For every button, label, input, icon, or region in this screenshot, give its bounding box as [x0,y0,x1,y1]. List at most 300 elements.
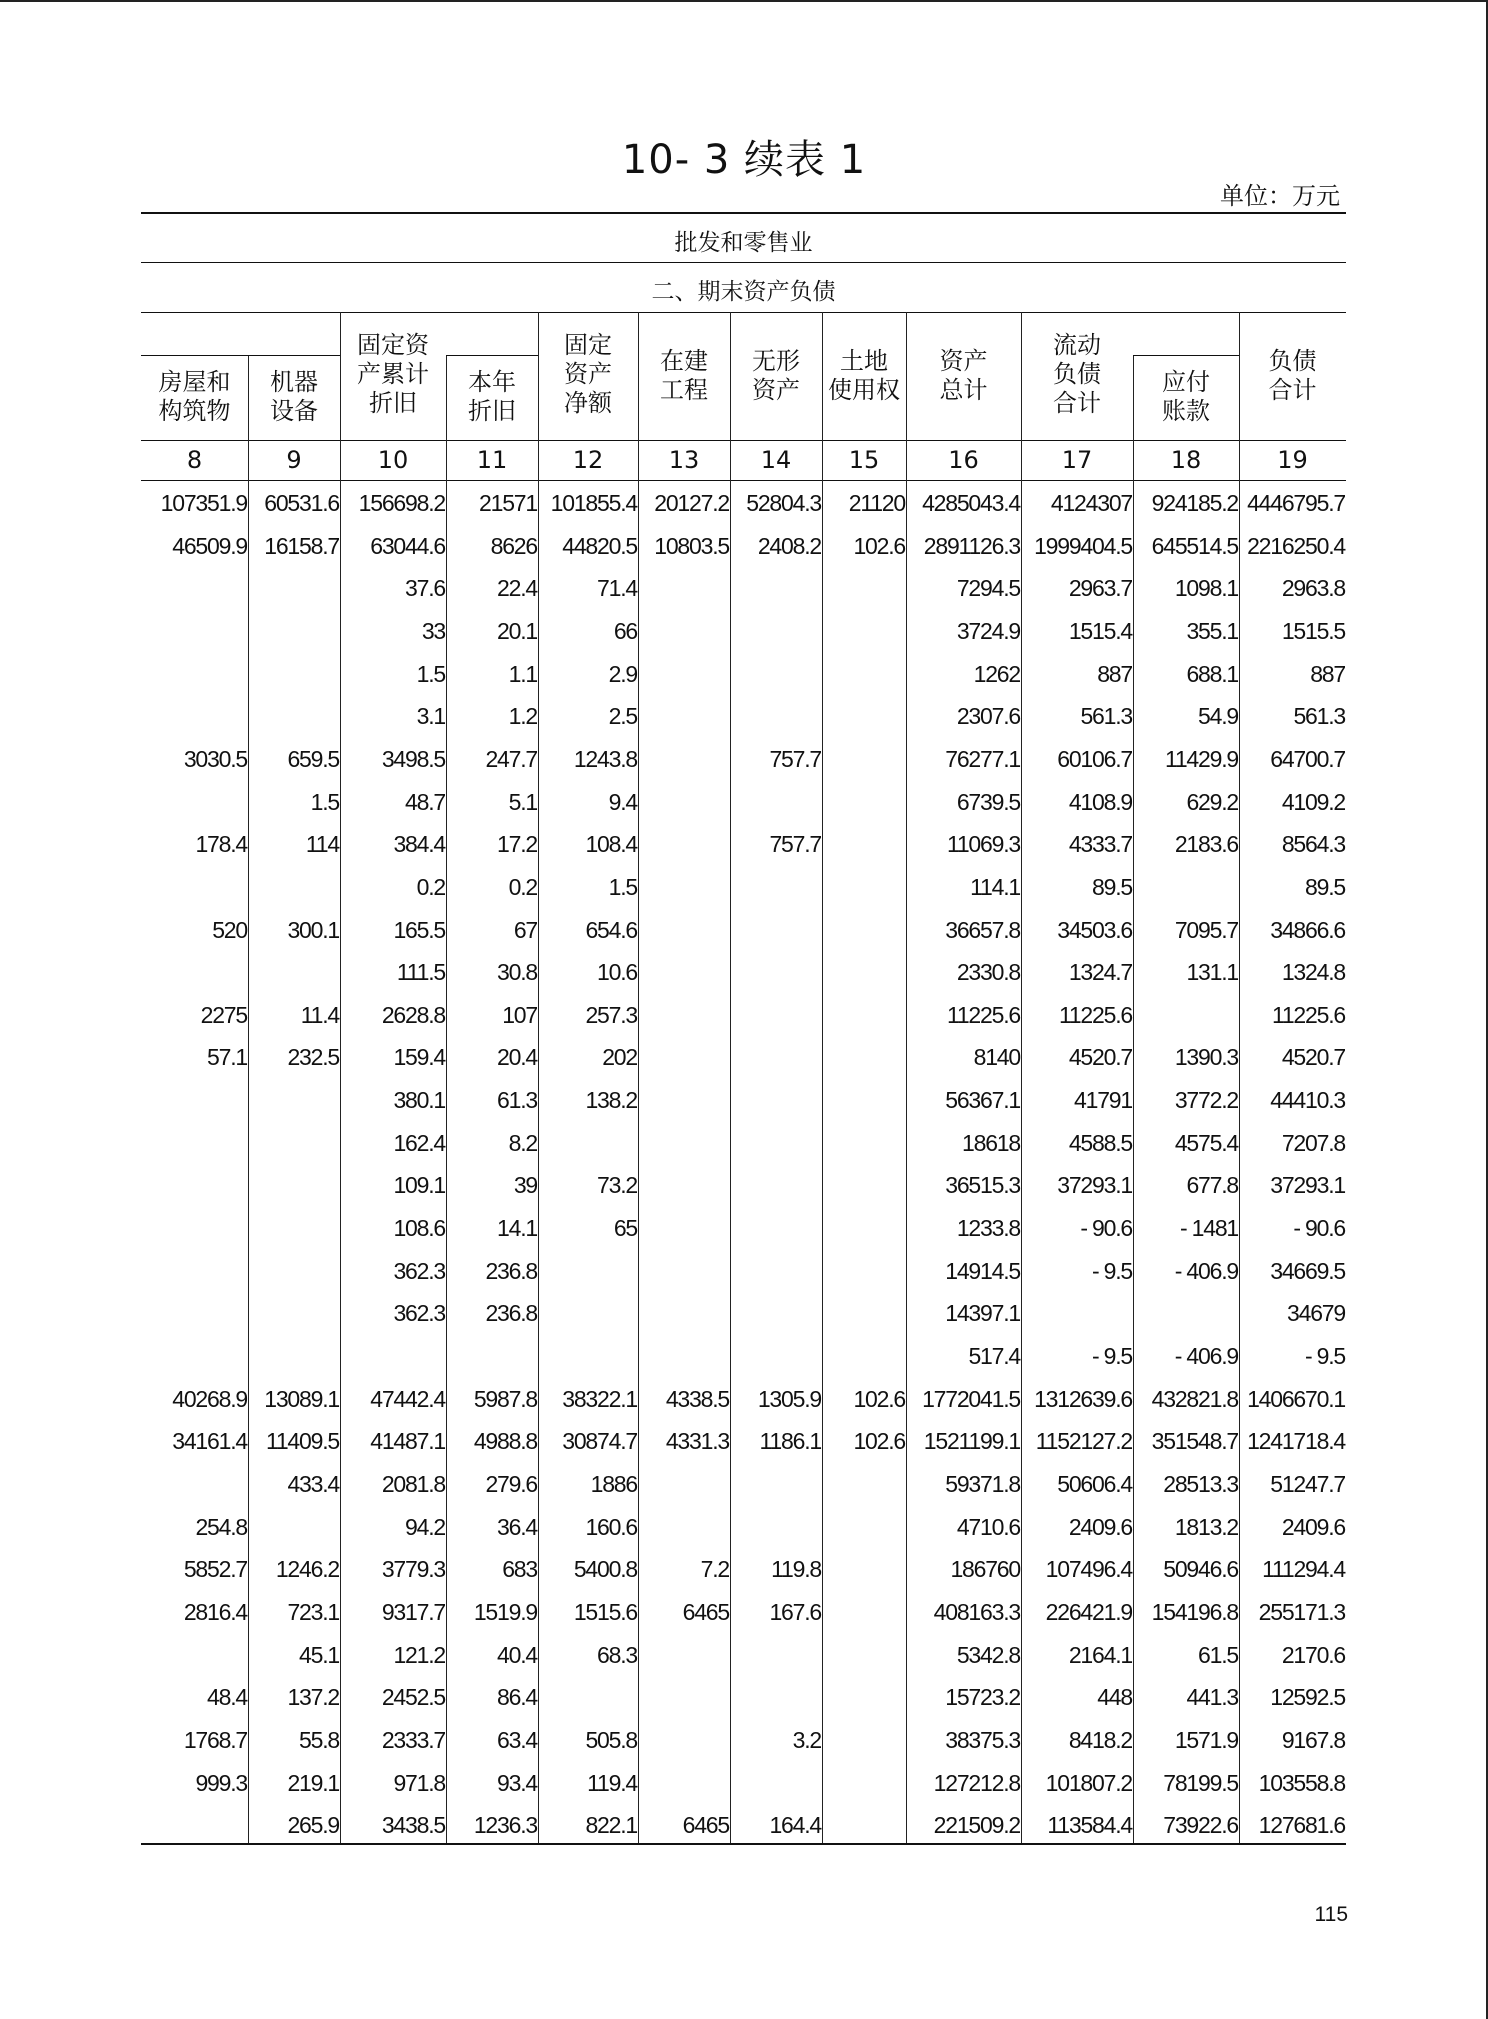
table-cell: 73.2 [597,1172,637,1198]
table-cell: - 90.6 [1293,1215,1345,1241]
table-cell: 236.8 [485,1300,537,1326]
colnum-rule [141,480,1346,481]
table-cell: 52804.3 [746,490,821,516]
table-cell: - 90.6 [1080,1215,1132,1241]
table-cell: 2.9 [608,661,637,687]
table-cell: 60106.7 [1057,746,1132,772]
table-cell: 57.1 [207,1044,247,1070]
table-cell: 2164.1 [1068,1642,1132,1668]
table-cell: 232.5 [287,1044,339,1070]
table-cell: 520 [212,917,247,943]
top-rule [141,212,1346,214]
table-cell: 17.2 [497,831,537,857]
table-cell: 1571.9 [1174,1727,1238,1753]
table-cell: 165.5 [393,917,445,943]
table-cell: 219.1 [287,1770,339,1796]
table-cell: - 406.9 [1174,1258,1238,1284]
page-title: 10- 3 续表 1 [621,137,867,183]
header-fa-net-line1: 固定 [564,331,612,359]
column-number-8: 8 [186,446,203,474]
table-cell: 887 [1310,661,1345,687]
table-cell: 119.8 [771,1556,821,1582]
table-cell: 3779.3 [381,1556,445,1582]
header-accum-depr-line1: 固定资 [357,331,429,359]
table-cell: 9.4 [608,789,637,815]
column-number-17: 17 [1061,446,1093,474]
table-cell: 138.2 [585,1087,637,1113]
column-number-12: 12 [572,446,604,474]
table-cell: 924185.2 [1151,490,1238,516]
column-number-16: 16 [948,446,979,474]
table-cell: 50946.6 [1163,1556,1238,1582]
table-cell: - 9.5 [1091,1258,1132,1284]
table-cell: 279.6 [485,1471,537,1497]
table-cell: 255171.3 [1258,1599,1345,1625]
sector-banner: 批发和零售业 [674,230,813,256]
table-cell: 68.3 [597,1642,637,1668]
table-cell: 1324.7 [1068,959,1132,985]
table-cell: 10.6 [597,959,637,985]
table-cell: 433.4 [287,1471,339,1497]
table-cell: 186760 [950,1556,1020,1582]
header-rule [141,440,1346,441]
table-cell: 137.2 [287,1684,339,1710]
table-cell: 41487.1 [370,1428,445,1454]
table-cell: 659.5 [287,746,339,772]
table-cell: 30874.7 [562,1428,637,1454]
table-cell: 4520.7 [1281,1044,1345,1070]
table-cell: 20127.2 [654,490,729,516]
table-cell: 971.8 [393,1770,445,1796]
table-cell: 887 [1097,661,1132,687]
table-cell: 14914.5 [945,1258,1020,1284]
table-cell: 11429.9 [1164,746,1238,772]
table-cell: 156698.2 [358,490,445,516]
table-cell: 3030.5 [183,746,247,772]
table-cell: 7207.8 [1281,1130,1345,1156]
table-cell: 6465 [682,1812,729,1838]
table-cell: 65 [613,1215,637,1241]
table-cell: 757.7 [769,746,821,772]
table-cell: 108.6 [393,1215,445,1241]
table-cell: 384.4 [393,831,445,857]
table-cell: 162.4 [393,1130,445,1156]
column-number-15: 15 [848,446,880,474]
table-cell: 0.2 [416,874,445,900]
table-cell: 3724.9 [956,618,1020,644]
table-cell: 2963.7 [1068,575,1132,601]
table-cell: 14397.1 [945,1300,1020,1326]
table-cell: 2081.8 [381,1471,445,1497]
table-cell: 3.2 [792,1727,821,1753]
table-cell: 46509.9 [172,533,247,559]
sector-rule [141,262,1346,263]
column-number-18: 18 [1170,446,1202,474]
table-cell: 18618 [962,1130,1020,1156]
table-cell: 2452.5 [381,1684,445,1710]
table-cell: 51247.7 [1270,1471,1345,1497]
header-current-year-depreciation [446,368,538,426]
table-cell: 36515.3 [945,1172,1020,1198]
table-cell: 561.3 [1293,703,1345,729]
table-cell: 202 [602,1044,637,1070]
table-cell: 822.1 [585,1812,637,1838]
table-cell: 3772.2 [1174,1087,1238,1113]
header-land-line1: 土地 [840,347,888,375]
table-cell: 167.6 [769,1599,821,1625]
table-cell: 1390.3 [1174,1044,1238,1070]
table-cell: 7.2 [700,1556,729,1582]
table-cell: 4338.5 [665,1386,729,1412]
table-cell: 2409.6 [1281,1514,1345,1540]
table-cell: 1515.5 [1281,618,1345,644]
table-cell: 63044.6 [370,533,445,559]
table-cell: 36657.8 [945,917,1020,943]
header-accumulated-depreciation [340,331,446,418]
table-cell: 2275 [200,1002,247,1028]
table-cell: 28513.3 [1163,1471,1238,1497]
header-year-depr-line2: 折旧 [468,397,516,425]
table-cell: 4710.6 [956,1514,1020,1540]
header-total-assets-line2: 总计 [939,376,988,404]
table-cell: 300.1 [287,917,339,943]
table-cell: 20.1 [497,618,537,644]
table-cell: 7095.7 [1174,917,1238,943]
table-cell: 1236.3 [473,1812,537,1838]
table-cell: 111294.4 [1262,1556,1345,1582]
table-cell: 34161.4 [172,1428,247,1454]
table-cell: 73922.6 [1163,1812,1238,1838]
table-cell: 45.1 [299,1642,339,1668]
table-cell: 1886 [590,1471,637,1497]
table-cell: 5342.8 [956,1642,1020,1668]
table-cell: 505.8 [585,1727,637,1753]
table-cell: 1.1 [508,661,537,687]
table-cell: 37293.1 [1270,1172,1345,1198]
table-cell: 0.2 [508,874,537,900]
table-cell: 44820.5 [562,533,637,559]
table-cell: 48.7 [405,789,445,815]
table-cell: 8140 [973,1044,1020,1070]
table-cell: 13089.1 [264,1386,339,1412]
table-cell: 757.7 [769,831,821,857]
column-number-11: 11 [476,446,508,474]
table-cell: 4333.7 [1068,831,1132,857]
table-cell: 254.8 [195,1514,247,1540]
table-cell: 127212.8 [933,1770,1020,1796]
table-cell: 61.3 [497,1087,537,1113]
table-cell: 10803.5 [654,533,729,559]
bottom-rule [141,1843,1346,1845]
table-cell: 355.1 [1186,618,1238,644]
table-cell: 154196.8 [1151,1599,1238,1625]
table-cell: 101807.2 [1045,1770,1132,1796]
table-cell: 1.5 [608,874,637,900]
table-cell: 111.5 [396,959,445,985]
table-cell: 5987.8 [473,1386,537,1412]
header-year-depr-line1: 本年 [468,368,516,396]
header-current-liab-line3: 合计 [1053,389,1101,417]
table-cell: 38375.3 [945,1727,1020,1753]
table-cell: 40.4 [497,1642,537,1668]
table-cell: - 9.5 [1091,1343,1132,1369]
table-cell: 1098.1 [1174,575,1238,601]
header-payable-line1: 应付 [1162,368,1210,396]
table-cell: 94.2 [405,1514,445,1540]
table-cell: 4520.7 [1068,1044,1132,1070]
table-cell: 1241718.4 [1247,1428,1345,1454]
header-fa-net-line2: 资产 [564,360,612,388]
header-accounts-payable [1133,368,1239,426]
table-cell: 11069.3 [946,831,1020,857]
table-cell: 2183.6 [1174,831,1238,857]
table-cell: 408163.3 [933,1599,1020,1625]
table-cell: 34679 [1287,1300,1345,1326]
table-cell: 448 [1097,1684,1132,1710]
header-machinery-line2: 设备 [270,397,318,425]
table-cell: 63.4 [497,1727,537,1753]
table-cell: 1.5 [416,661,445,687]
table-cell: 30.8 [497,959,537,985]
table-cell: 4588.5 [1068,1130,1132,1156]
table-cell: 1768.7 [183,1727,247,1753]
header-total-assets [906,347,1021,405]
header-buildings-line1: 房屋和 [158,368,231,396]
table-cell: 688.1 [1186,661,1238,687]
table-cell: 3498.5 [381,746,445,772]
table-cell: 1305.9 [757,1386,821,1412]
table-cell: 37.6 [405,575,445,601]
table-cell: 160.6 [585,1514,637,1540]
table-cell: 7294.5 [956,575,1020,601]
header-accum-depr-line3: 折旧 [369,389,417,417]
table-cell: 2408.2 [757,533,821,559]
table-cell: 101855.4 [550,490,637,516]
table-cell: 60531.6 [264,490,339,516]
table-cell: 2330.8 [956,959,1020,985]
table-cell: 1813.2 [1174,1514,1238,1540]
table-cell: - 9.5 [1304,1343,1345,1369]
table-cell: 5852.7 [183,1556,247,1582]
table-cell: 93.4 [497,1770,537,1796]
table-cell: 67 [513,917,537,943]
table-cell: 6465 [682,1599,729,1625]
header-current-liab-line2: 负债 [1053,360,1101,388]
header-total-liab-line1: 负债 [1268,347,1317,375]
table-cell: 1521199.1 [923,1428,1020,1454]
table-cell: 2216250.4 [1247,533,1345,559]
table-cell: 11225.6 [1271,1002,1345,1028]
header-current-liabilities [1021,331,1133,418]
table-cell: 2963.8 [1281,575,1345,601]
table-cell: 4575.4 [1174,1130,1238,1156]
table-cell: 127681.6 [1258,1812,1345,1838]
header-fa-net-line3: 净额 [564,389,612,417]
table-cell: 351548.7 [1151,1428,1238,1454]
table-cell: 21120 [848,490,905,516]
table-cell: 5.1 [508,789,537,815]
table-cell: 102.6 [853,533,905,559]
table-cell: 8.2 [508,1130,537,1156]
table-cell: 48.4 [207,1684,247,1710]
table-cell: 2628.8 [381,1002,445,1028]
table-cell: 37293.1 [1057,1172,1132,1198]
table-cell: 257.3 [585,1002,637,1028]
table-cell: 113584.4 [1047,1812,1132,1838]
table-cell: 2816.4 [183,1599,247,1625]
table-cell: 119.4 [587,1770,637,1796]
table-cell: 247.7 [485,746,537,772]
header-fixed-assets-net [538,331,638,418]
table-cell: 1324.8 [1281,959,1345,985]
table-cell: 1243.8 [573,746,637,772]
column-number-10: 10 [377,446,409,474]
table-cell: 159.4 [393,1044,445,1070]
table-cell: 107351.9 [160,490,247,516]
table-cell: 47442.4 [370,1386,445,1412]
table-cell: 236.8 [485,1258,537,1284]
table-cell: 8418.2 [1068,1727,1132,1753]
table-cell: 1186.1 [759,1428,821,1454]
table-cell: 164.4 [769,1812,821,1838]
table-cell: 50606.4 [1057,1471,1132,1497]
header-buildings-line2: 构筑物 [158,397,231,425]
header-land-use-rights [822,347,906,405]
column-number-9: 9 [286,446,302,474]
table-cell: 3438.5 [381,1812,445,1838]
table-cell: 517.4 [968,1343,1020,1369]
table-cell: 441.3 [1186,1684,1238,1710]
header-intangible-assets [730,347,822,405]
table-cell: 107496.4 [1045,1556,1132,1582]
table-cell: 9167.8 [1281,1727,1345,1753]
header-intangible-line1: 无形 [752,347,800,375]
table-cell: 629.2 [1186,789,1238,815]
table-cell: 36.4 [497,1514,537,1540]
header-payable-line2: 账款 [1162,397,1210,425]
table-cell: 78199.5 [1163,1770,1238,1796]
table-cell: 8564.3 [1281,831,1345,857]
subheader-rule-depr [446,355,538,356]
table-cell: 55.8 [299,1727,339,1753]
table-cell: 4108.9 [1068,789,1132,815]
table-cell: 1246.2 [275,1556,339,1582]
header-buildings [141,368,248,426]
header-total-assets-line1: 资产 [939,347,988,375]
column-number-19: 19 [1277,446,1308,474]
table-cell: 103558.8 [1258,1770,1345,1796]
section-rule [141,312,1346,313]
table-cell: 6739.5 [956,789,1020,815]
table-cell: 11225.6 [946,1002,1020,1028]
table-cell: 2891126.3 [923,533,1020,559]
table-cell: 40268.9 [172,1386,247,1412]
table-cell: 33 [421,618,445,644]
table-cell: 89.5 [1092,874,1132,900]
header-total-liabilities [1239,347,1346,405]
table-cell: 1.5 [310,789,339,815]
table-cell: 178.4 [195,831,247,857]
table-cell: 2409.6 [1068,1514,1132,1540]
table-cell: 1.2 [508,703,537,729]
table-cell: 54.9 [1198,703,1238,729]
table-cell: 4124307 [1050,490,1132,516]
header-accum-depr-line2: 产累计 [357,360,429,388]
table-cell: 86.4 [497,1684,537,1710]
table-cell: 999.3 [195,1770,247,1796]
table-cell: 59371.8 [945,1471,1020,1497]
subheader-rule-left [141,355,340,356]
table-cell: - 406.9 [1174,1343,1238,1369]
table-cell: 683 [502,1556,537,1582]
table-cell: 66 [613,618,637,644]
table-cell: 1406670.1 [1247,1386,1345,1412]
table-cell: 2307.6 [956,703,1020,729]
table-cell: 4446795.7 [1247,490,1345,516]
table-cell: 76277.1 [945,746,1020,772]
table-cell: 645514.5 [1151,533,1238,559]
table-cell: 4331.3 [665,1428,729,1454]
table-cell: 131.1 [1186,959,1238,985]
table-cell: 2170.6 [1281,1642,1345,1668]
table-cell: 11409.5 [265,1428,339,1454]
table-cell: 22.4 [497,575,537,601]
table-cell: 1999404.5 [1034,533,1132,559]
table-cell: - 1481 [1179,1215,1238,1241]
table-cell: 4285043.4 [922,490,1020,516]
column-number-13: 13 [668,446,700,474]
table-cell: 226421.9 [1045,1599,1132,1625]
table-cell: 2.5 [608,703,637,729]
table-cell: 1152127.2 [1035,1428,1132,1454]
table-cell: 39 [513,1172,537,1198]
subheader-rule-payables [1133,355,1239,356]
table-cell: 107 [502,1002,537,1028]
table-cell: 114 [305,831,339,857]
table-cell: 114.1 [970,874,1020,900]
table-cell: 14.1 [497,1215,537,1241]
table-cell: 1233.8 [956,1215,1020,1241]
table-cell: 654.6 [585,917,637,943]
header-total-liab-line2: 合计 [1268,376,1317,404]
header-cip-line1: 在建 [660,347,708,375]
header-machinery [248,368,340,426]
table-cell: 380.1 [393,1087,445,1113]
table-cell: 4988.8 [473,1428,537,1454]
table-cell: 11.4 [300,1002,339,1028]
table-cell: 102.6 [853,1428,905,1454]
page-number: 115 [1314,1903,1348,1926]
table-cell: 265.9 [287,1812,339,1838]
table-cell: 1515.4 [1068,618,1132,644]
table-cell: 21571 [479,490,537,516]
table-cell: 34669.5 [1270,1258,1345,1284]
table-cell: 20.4 [497,1044,537,1070]
table-cell: 44410.3 [1270,1087,1345,1113]
table-cell: 1262 [973,661,1020,687]
table-cell: 102.6 [853,1386,905,1412]
table-cell: 1519.9 [473,1599,537,1625]
table-cell: 561.3 [1080,703,1132,729]
table-cell: 5400.8 [573,1556,637,1582]
table-cell: 71.4 [597,575,637,601]
table-cell: 108.4 [585,831,637,857]
table-cell: 2333.7 [381,1727,445,1753]
table-cell: 723.1 [287,1599,339,1625]
table-cell: 15723.2 [945,1684,1020,1710]
table-cell: 362.3 [393,1258,445,1284]
table-cell: 89.5 [1305,874,1345,900]
